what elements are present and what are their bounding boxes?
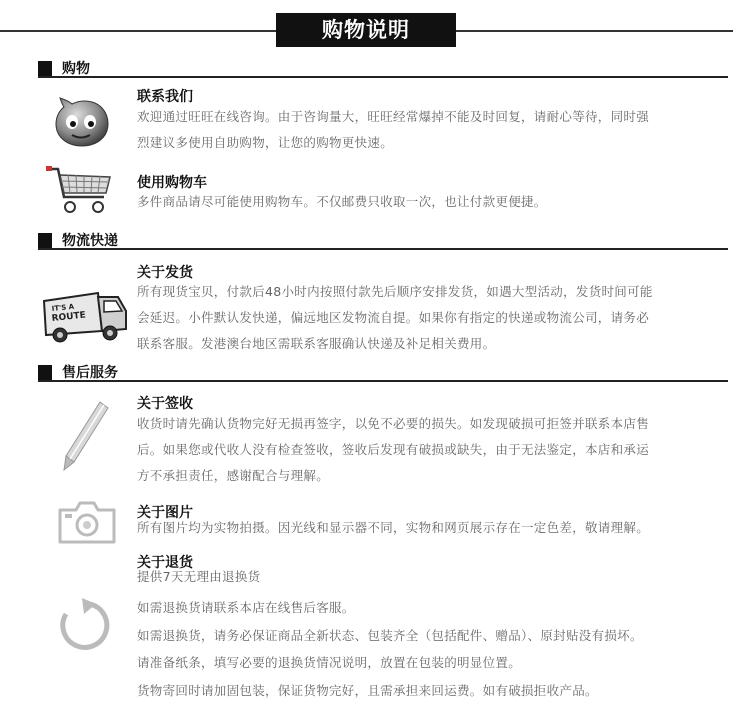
title-rule-left bbox=[0, 30, 276, 32]
body-line: 会延迟。小件默认发快递，偏远地区发物流自提。如果你有指定的快递或物流公司，请务必 bbox=[137, 310, 650, 325]
item-body-returns bbox=[137, 569, 722, 704]
body-line: 提供7天无理由退换货 bbox=[137, 569, 261, 584]
body-line: 欢迎通过旺旺在线咨询。由于咨询量大，旺旺经常爆掉不能及时回复，请耐心等待，同时强 bbox=[137, 109, 650, 124]
section-heading-logistics bbox=[38, 232, 728, 250]
body-line: 如需退换货，请务必保证商品全新状态、包装齐全（包括配件、赠品）、原封贴没有损坏。 bbox=[137, 627, 643, 643]
body-line: 方不承担责任，感谢配合与理解。 bbox=[137, 468, 330, 483]
body-line: 所有现货宝贝，付款后48小时内按照付款先后顺序安排发货，如遇大型活动，发货时间可能 bbox=[137, 284, 653, 299]
section-heading-after-sales bbox=[38, 364, 728, 382]
item-title-signing: 关于签收 bbox=[137, 396, 193, 412]
body-line: 货物寄回时请加固包装，保证货物完好，且需承担来回运费。如有破损拒收产品。 bbox=[137, 682, 598, 698]
body-line: 收货时请先确认货物完好无损再签字，以免不必要的损失。如发现破损可拒签并联系本店售 bbox=[137, 416, 650, 431]
item-body-contact bbox=[137, 104, 722, 156]
section-marker bbox=[38, 233, 52, 248]
section-marker bbox=[38, 365, 52, 380]
section-heading-text: 购物 bbox=[62, 61, 90, 77]
body-line: 多件商品请尽可能使用购物车。不仅邮费只收取一次，也让付款更便捷。 bbox=[137, 194, 547, 209]
body-line: 请准备纸条，填写必要的退换货情况说明，放置在包装的明显位置。 bbox=[137, 655, 522, 670]
item-body-signing bbox=[137, 411, 722, 489]
truck-label-line2: ROUTE bbox=[51, 310, 87, 324]
title-rule-right bbox=[456, 30, 733, 32]
section-heading-text: 售后服务 bbox=[62, 365, 118, 381]
item-body-images bbox=[137, 515, 722, 541]
item-body-cart bbox=[137, 189, 722, 215]
body-line: 联系客服。发港澳台地区需联系客服确认快递及补足相关费用。 bbox=[137, 336, 496, 351]
truck-label-line1: IT'S A bbox=[51, 302, 75, 313]
item-title-contact: 联系我们 bbox=[137, 89, 193, 105]
item-title-images: 关于图片 bbox=[137, 505, 193, 521]
section-heading-shopping bbox=[38, 60, 728, 78]
body-line: 所有图片均为实物拍摄。因光线和显示器不同，实物和网页展示存在一定色差，敬请理解。 bbox=[137, 520, 650, 535]
section-heading-text: 物流快递 bbox=[62, 233, 118, 249]
camera-icon bbox=[56, 498, 118, 546]
page-title-banner bbox=[0, 13, 733, 47]
pen-icon bbox=[60, 400, 110, 472]
body-line: 如需退换货请联系本店在线售后客服。 bbox=[137, 600, 355, 615]
wangwang-chat-icon bbox=[50, 90, 112, 150]
item-title-returns: 关于退货 bbox=[137, 555, 193, 571]
item-title-shipping: 关于发货 bbox=[137, 265, 193, 281]
body-line: 后。如果您或代收人没有检查签收，签收后发现有破损或缺失，由于无法鉴定，本店和承运 bbox=[137, 442, 650, 457]
body-line: 烈建议多使用自助购物，让您的购物更快速。 bbox=[137, 135, 394, 150]
return-arrow-icon bbox=[56, 596, 112, 652]
delivery-truck-icon bbox=[40, 287, 130, 347]
page-title: 购物说明 bbox=[276, 13, 456, 47]
shopping-cart-icon bbox=[46, 163, 116, 218]
item-title-cart: 使用购物车 bbox=[137, 175, 207, 191]
section-marker bbox=[38, 61, 52, 76]
item-body-shipping bbox=[137, 279, 722, 357]
